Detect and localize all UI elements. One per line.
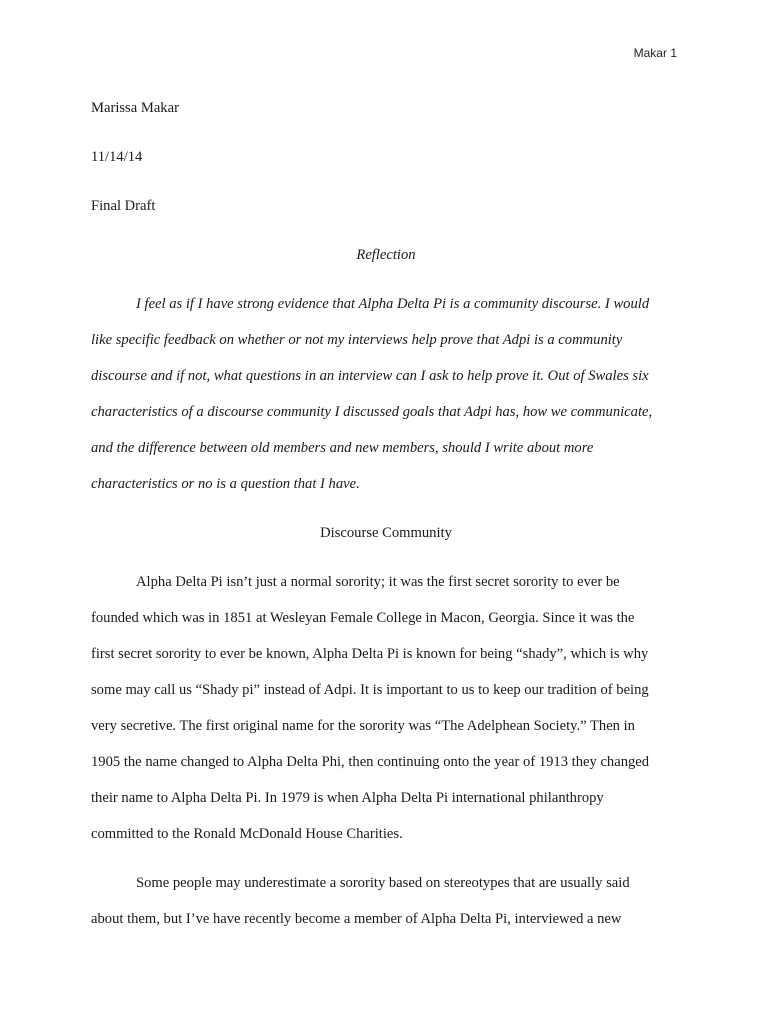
paragraph-line: some may call us “Shady pi” instead of Adpi. It is important to us to keep our tradition of being [91, 682, 649, 698]
paragraph-line: 1905 the name changed to Alpha Delta Phi, then continuing onto the year of 1913 they changed [91, 754, 650, 770]
reflection-line: like specific feedback on whether or not my interviews help prove that Adpi is a community [91, 332, 623, 348]
paragraph-line: very secretive. The first original name for the sorority was “The Adelphean Society.” Then in [91, 718, 635, 734]
reflection-line: characteristics or no is a question that I have. [91, 476, 360, 492]
paragraph-line: about them, but I’ve have recently become a member of Alpha Delta Pi, interviewed a new [91, 911, 622, 927]
essay-title: Discourse Community [320, 525, 452, 541]
essay-paragraph-2 [91, 865, 681, 937]
paragraph-line: founded which was in 1851 at Wesleyan Female College in Macon, Georgia. Since it was the [91, 610, 635, 626]
draft-label: Final Draft [91, 198, 156, 214]
essay-paragraph-1 [91, 564, 681, 852]
paragraph-line: committed to the Ronald McDonald House Charities. [91, 826, 403, 842]
reflection-line: and the difference between old members and new members, should I write about more [91, 440, 594, 456]
reflection-line: I feel as if I have strong evidence that Alpha Delta Pi is a community discourse. I would [136, 296, 650, 312]
reflection-line: characteristics of a discourse community I discussed goals that Adpi has, how we communicate, [91, 404, 653, 420]
reflection-line: discourse and if not, what questions in an interview can I ask to help prove it. Out of Swales six [91, 368, 649, 384]
paragraph-line: first secret sorority to ever be known, Alpha Delta Pi is known for being “shady”, which is why [91, 646, 649, 662]
document-body [91, 90, 681, 937]
reflection-title: Reflection [356, 247, 416, 263]
paragraph-line: Alpha Delta Pi isn’t just a normal sorority; it was the first secret sorority to ever be [136, 574, 620, 590]
author-name: Marissa Makar [91, 100, 179, 116]
paragraph-line: their name to Alpha Delta Pi. In 1979 is when Alpha Delta Pi international philanthropy [91, 790, 604, 806]
paragraph-line: Some people may underestimate a sorority based on stereotypes that are usually said [136, 875, 630, 891]
page-number-label: Makar 1 [633, 46, 677, 60]
reflection-paragraph [91, 286, 681, 502]
page-header [634, 46, 677, 60]
document-date: 11/14/14 [91, 149, 143, 165]
